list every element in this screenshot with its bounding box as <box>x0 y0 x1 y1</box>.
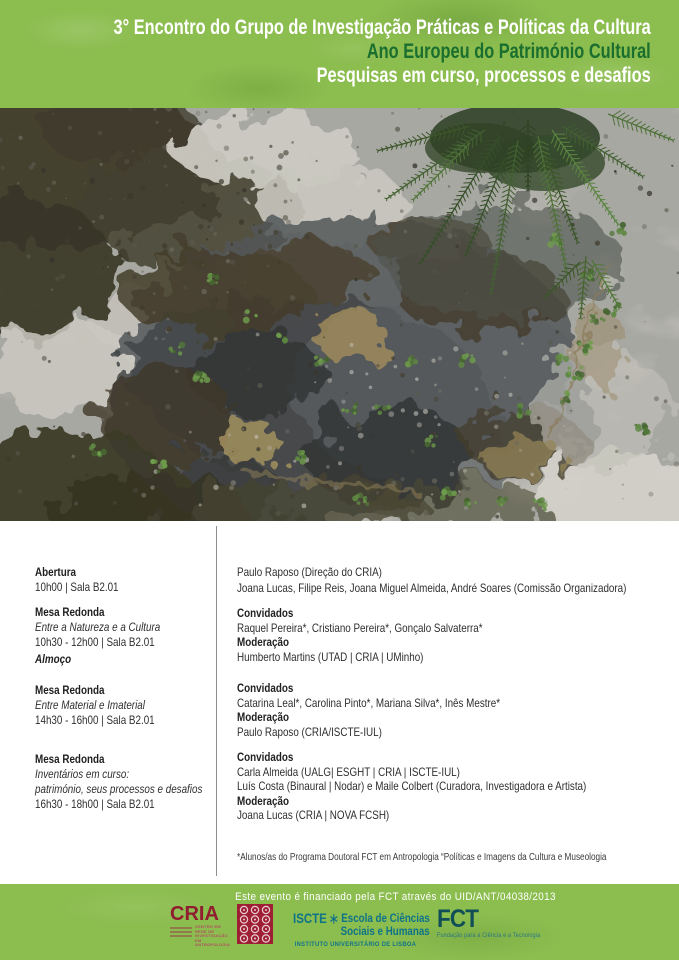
footnote: *Alunos/as do Programa Doutoral FCT em Antropologia “Políticas e Imagens da Cultura e Museologia <box>237 852 607 863</box>
schedule-item <box>35 605 160 650</box>
convidados-names: Catarina Leal*, Carolina Pinto*, Mariana Silva*, Inês Mestre* <box>237 695 501 710</box>
schedule-item <box>35 752 202 812</box>
iscte-institute-line: INSTITUTO UNIVERSITÁRIO DE LISBOA <box>294 941 417 948</box>
convidados-names: Luís Costa (Binaural | Nodar) e Maile Colbert (Curadora, Investigadora e Artista) <box>237 779 587 793</box>
schedule-item-title: Abertura <box>35 565 77 579</box>
convidados-label: Convidados <box>237 606 294 620</box>
schedule-item-title: Almoço <box>35 652 72 666</box>
fct-logo <box>437 905 541 939</box>
schedule-item-title: Mesa Redonda <box>35 752 105 766</box>
fct-wordmark: FCT <box>437 905 479 933</box>
cria-ornament-pattern <box>237 904 273 944</box>
schedule-item-time: 10h30 - 12h00 | Sala B2.01 <box>35 635 155 649</box>
wall-photo-image <box>0 108 679 521</box>
participants-intro <box>237 565 626 596</box>
convidados-names: Carla Almeida (UALG| ESGHT | CRIA | ISCTE-IUL) <box>237 764 460 779</box>
program-section <box>0 521 679 884</box>
schedule-item-subtitle: património, seus processos e desafios <box>35 782 203 796</box>
header-title-line3: Pesquisas em curso, processos e desafios <box>316 64 651 87</box>
cria-wordmark: CRIA <box>170 903 219 925</box>
fct-subtext: Fundação para a Ciência e a Tecnologia <box>437 933 541 939</box>
moderacao-label: Moderação <box>237 635 289 649</box>
session-block <box>237 681 500 739</box>
schedule-item-subtitle: Entre a Natureza e a Cultura <box>35 620 161 634</box>
participants-column <box>237 521 672 884</box>
convidados-label: Convidados <box>237 681 294 695</box>
schedule-item-subtitle: Entre Material e Imaterial <box>35 698 145 712</box>
schedule-item-time: 16h30 - 18h00 | Sala B2.01 <box>35 797 155 811</box>
schedule-item-time: 14h30 - 16h00 | Sala B2.01 <box>35 713 155 727</box>
participants-intro-line: Paulo Raposo (Direção do CRIA) <box>237 565 382 579</box>
schedule-item-title: Mesa Redonda <box>35 683 105 697</box>
wall-photo-art <box>0 108 679 521</box>
iscte-school-line1: Escola de Ciências <box>341 912 430 925</box>
schedule-column <box>35 521 224 884</box>
poster-header <box>0 0 679 108</box>
cria-micro-text <box>170 925 192 948</box>
moderacao-label: Moderação <box>237 710 289 724</box>
session-block <box>237 606 483 664</box>
moderacao-label: Moderação <box>237 793 289 808</box>
moderacao-name: Joana Lucas (CRIA | NOVA FCSH) <box>237 808 390 822</box>
footer-bar <box>0 884 679 960</box>
cria-subtext: CENTRO EM REDE DE INVESTIGAÇÃO EM ANTROPOLOGIA <box>195 924 231 948</box>
moderacao-name: Paulo Raposo (CRIA/ISCTE-IUL) <box>237 724 382 739</box>
funding-text: Este evento é financiado pela FCT através do UID/ANT/04038/2013 <box>235 891 556 903</box>
cria-logo <box>170 904 273 948</box>
schedule-item-subtitle: Inventários em curso: <box>35 767 130 781</box>
session-block <box>237 750 586 823</box>
schedule-item <box>35 683 155 728</box>
header-title-line2: Ano Europeu do Património Cultural <box>367 40 651 63</box>
header-title-line1: 3° Encontro do Grupo de Investigação Práticas e Políticas da Cultura <box>113 16 651 39</box>
schedule-item-title: Mesa Redonda <box>35 605 105 619</box>
moderacao-name: Humberto Martins (UTAD | CRIA | UMinho) <box>237 649 424 664</box>
schedule-item <box>35 652 71 667</box>
schedule-item <box>35 565 119 595</box>
iscte-wordmark: ISCTE <box>293 911 327 926</box>
convidados-label: Convidados <box>237 750 294 764</box>
schedule-item-time: 10h00 | Sala B2.01 <box>35 580 119 594</box>
iscte-logo <box>293 911 430 948</box>
iscte-mark-icon <box>329 914 338 924</box>
iscte-school-line2: Sociais e Humanas <box>340 926 430 938</box>
convidados-names: Raquel Pereira*, Cristiano Pereira*, Gonçalo Salvaterra* <box>237 620 483 635</box>
participants-intro-line: Joana Lucas, Filipe Reis, Joana Miguel Almeida, André Soares (Comissão Organizadora) <box>237 580 627 595</box>
